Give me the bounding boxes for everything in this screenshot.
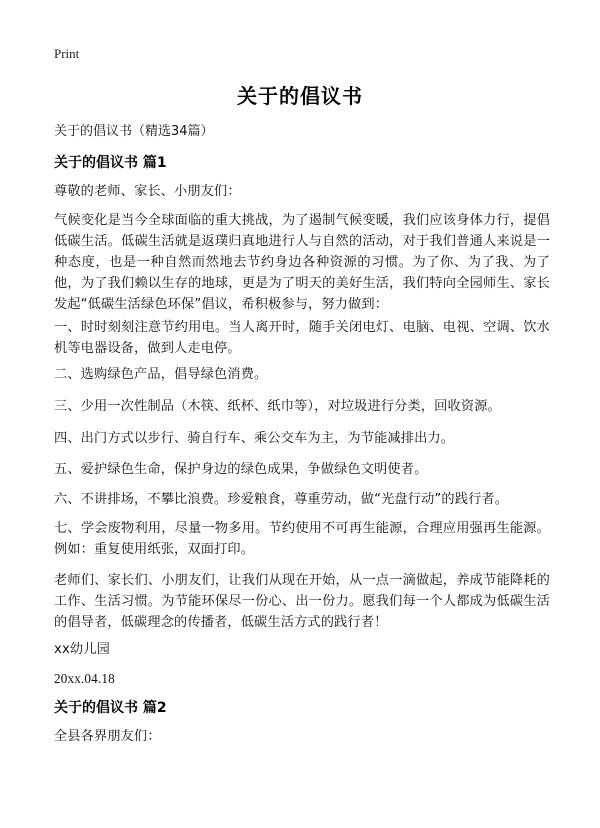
greeting-2: 全县各界朋友们：: [54, 729, 161, 744]
paragraph-item-2: 二、选购绿色产品，倡导绿色消费。: [54, 367, 268, 382]
paragraph-item-7: 七、学会废物利用，尽量一物多用。节约使用不可再生能源，合理应用强再生能源。例如：重复使用纸张，双面打印。: [54, 521, 550, 557]
paragraph-intro: 气候变化是当今全球面临的重大挑战，为了遏制气候变暖，我们应该身体力行，提倡低碳生活。低碳生活就是返璞归真地进行人与自然的活动，对于我们普通人来说是一种态度，也是一种自然而然地去节约身边各种资源的习惯。为了你、为了我、为了他，为了我们赖以生存的地球，更是为了明天的美好生活，我们特向全园师生、家长发起“低碳生活绿色环保”倡议，希积极参与，努力做到：: [54, 213, 550, 312]
paragraph-item-3: 三、少用一次性制品（木筷、纸杯、纸巾等），对垃圾进行分类，回收资源。: [54, 399, 501, 414]
print-link[interactable]: Print: [54, 46, 80, 61]
date: 20xx.04.18: [54, 671, 115, 686]
section-heading-2: 关于的倡议书 篇2: [54, 700, 167, 716]
paragraph-item-6: 六、不讲排场，不攀比浪费。珍爱粮食，尊重劳动，做“光盘行动”的践行者。: [54, 492, 509, 507]
paragraph-item-5: 五、爱护绿色生命，保护身边的绿色成果，争做绿色文明使者。: [54, 462, 428, 477]
paragraph-item-1: 一、时时刻刻注意节约用电。当人离开时，随手关闭电灯、电脑、电视、空调、饮水机等电器设备，做到人走电停。: [54, 320, 550, 356]
paragraph-item-4: 四、出门方式以步行、骑自行车、乘公交车为主，为节能减排出力。: [54, 431, 455, 446]
page-title: 关于的倡议书: [237, 84, 363, 108]
section-heading-1: 关于的倡议书 篇1: [54, 155, 167, 171]
paragraph-closing: 老师们、家长们、小朋友们，让我们从现在开始，从一点一滴做起，养成节能降耗的工作、生活习惯。为节能环保尽一份心、出一份力。愿我们每一个人都成为低碳生活的倡导者，低碳理念的传播者，低碳生活方式的践行者！: [54, 573, 550, 630]
greeting-1: 尊敬的老师、家长、小朋友们：: [54, 184, 241, 199]
document-subtitle: 关于的倡议书（精选34篇）: [54, 124, 214, 139]
signature: xx幼儿园: [54, 642, 110, 657]
